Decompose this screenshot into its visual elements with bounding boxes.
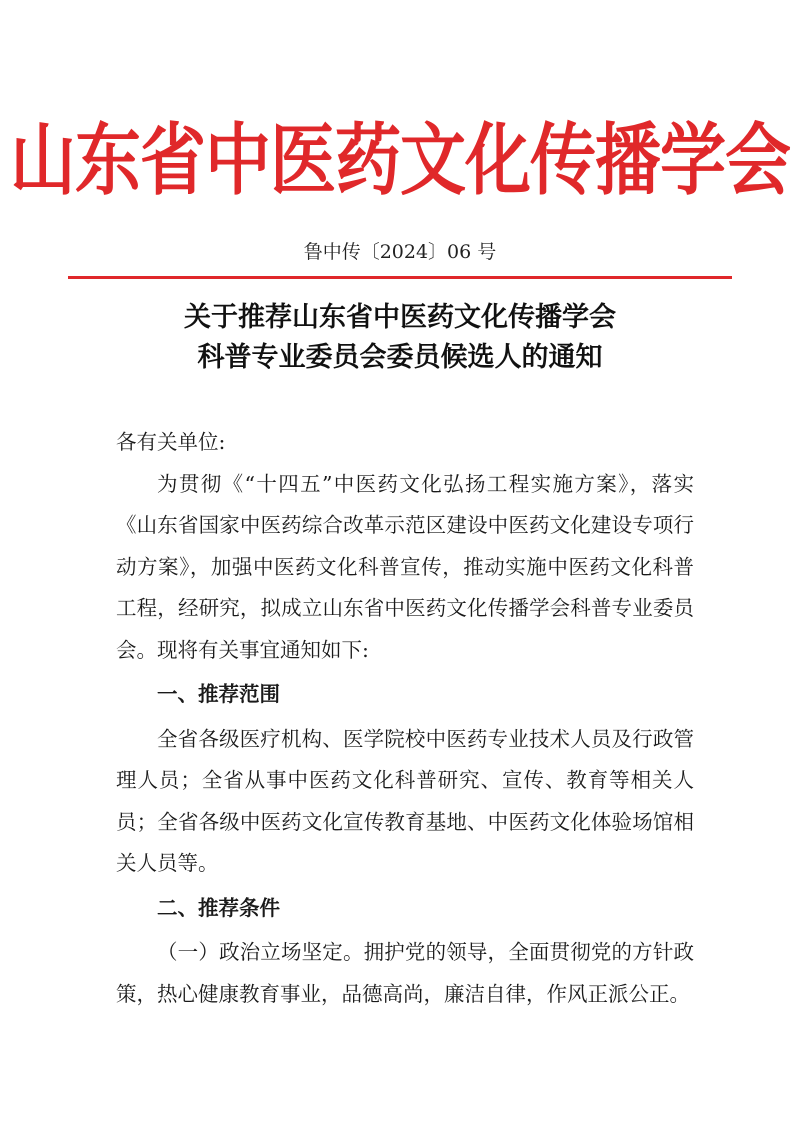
section-heading-conditions: 二、推荐条件 bbox=[157, 895, 280, 920]
document-number: 鲁中传〔2024〕06 号 bbox=[303, 241, 497, 263]
scope-paragraph: 全省各级医疗机构、医学院校中医药专业技术人员及行政管理人员；全省从事中医药文化科普研究、宣传、教育等相关人员；全省各级中医药文化宣传教育基地、中医药文化体验场馆相关人员等。 bbox=[116, 726, 694, 875]
notice-title-line1: 关于推荐山东省中医药文化传播学会 bbox=[184, 302, 616, 333]
organization-letterhead: 山东省中医药文化传播学会 bbox=[10, 115, 790, 206]
condition-item-1: （一）政治立场坚定。拥护党的领导，全面贯彻党的方针政策，热心健康教育事业，品德高尚，廉洁自律，作风正派公正。 bbox=[116, 940, 694, 1006]
notice-body bbox=[116, 422, 694, 1015]
section-heading-scope: 一、推荐范围 bbox=[157, 682, 280, 706]
letterhead-divider bbox=[68, 276, 732, 279]
salutation: 各有关单位: bbox=[116, 430, 226, 454]
notice-title-line2: 科普专业委员会委员候选人的通知 bbox=[197, 342, 603, 373]
notice-title bbox=[0, 298, 800, 378]
intro-paragraph: 为贯彻《“十四五”中医药文化弘扬工程实施方案》，落实《山东省国家中医药综合改革示范区建设中医药文化建设专项行动方案》，加强中医药文化科普宣传，推动实施中医药文化科普工程，经研究，拟成立山东省中医药文化传播学会科普专业委员会。现将有关事宜通知如下: bbox=[116, 471, 694, 662]
